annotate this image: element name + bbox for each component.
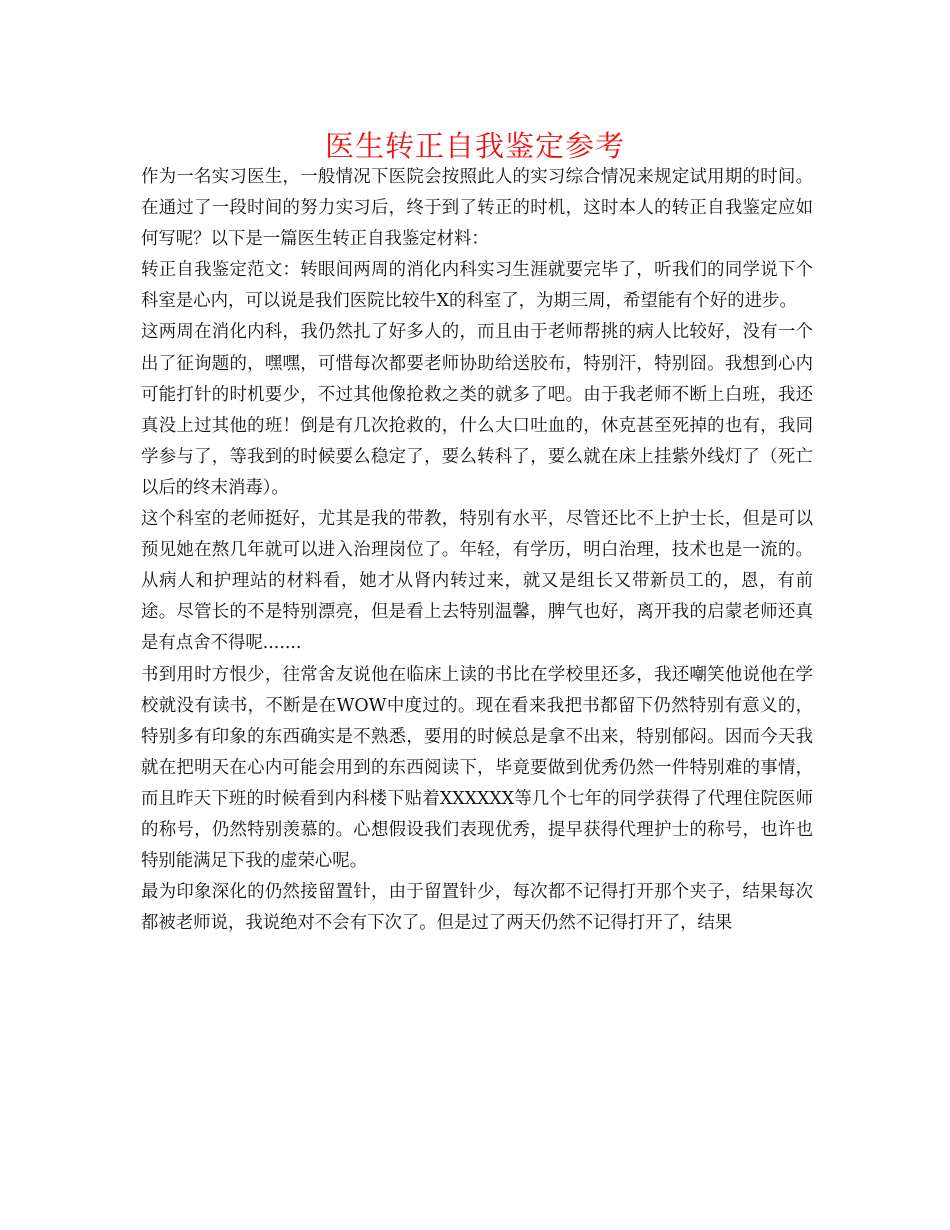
paragraph-teacher: 这个科室的老师挺好，尤其是我的带教，特别有水平，尽管还比不上护士长，但是可以预见她在熬几年就可以进入治理岗位了。年轻，有学历，明白治理，技术也是一流的。从病人和护理站的材料看，她才从肾内转过来，就又是组长又带新员工的，恩，有前途。尽管长的不是特别漂亮，但是看上去特别温馨，脾气也好，离开我的启蒙老师还真是有点舍不得呢....... <box>141 509 813 654</box>
paragraph-digestive-dept: 这两周在消化内科，我仍然扎了好多人的，而且由于老师帮挑的病人比较好，没有一个出了征询题的，嘿嘿，可惜每次都要老师协助给送胶布，特别汗，特别囧。我想到心内可能打针的时机要少，不过其他像抢救之类的就多了吧。由于我老师不断上白班，我还真没上过其他的班！倒是有几次抢救的，什么大口吐血的，休克甚至死掉的也有，我同学参与了，等我到的时候要么稳定了，要么转科了，要么就在床上挂紫外线灯了（死亡以后的终末消毒）。 <box>141 322 813 498</box>
document-body <box>141 162 813 939</box>
paragraph-intro: 作为一名实习医生，一般情况下医院会按照此人的实习综合情况来规定试用期的时间。在通过了一段时间的努力实习后，终于到了转正的时机，这时本人的转正自我鉴定应如何写呢？以下是一篇医生转正自我鉴定材料： <box>141 167 813 250</box>
paragraph-study: 书到用时方恨少，往常舍友说他在临床上读的书比在学校里还多，我还嘲笑他说他在学校就没有读书，不断是在WOW中度过的。现在看来我把书都留下仍然特别有意义的，特别多有印象的东西确实是不熟悉，要用的时候总是拿不出来，特别郁闷。因而今天我就在把明天在心内可能会用到的东西阅读下，毕竟要做到优秀仍然一件特别难的事情，而且昨天下班的时候看到内科楼下贴着XXXXXX等几个七年的同学获得了代理住院医师的称号，仍然特别羡慕的。心想假设我们表现优秀，提早获得代理护士的称号，也许也特别能满足下我的虚荣心呢。 <box>141 664 813 872</box>
document-title: 医生转正自我鉴定参考 <box>324 129 625 163</box>
paragraph-sample-opening: 转正自我鉴定范文：转眼间两周的消化内科实习生涯就要完毕了，听我们的同学说下个科室是心内，可以说是我们医院比较牛X的科室了，为期三周，希望能有个好的进步。 <box>141 260 813 312</box>
paragraph-indwelling-needle: 最为印象深化的仍然接留置针，由于留置针少，每次都不记得打开那个夹子，结果每次都被老师说，我说绝对不会有下次了。但是过了两天仍然不记得打开了，结果 <box>141 882 813 934</box>
